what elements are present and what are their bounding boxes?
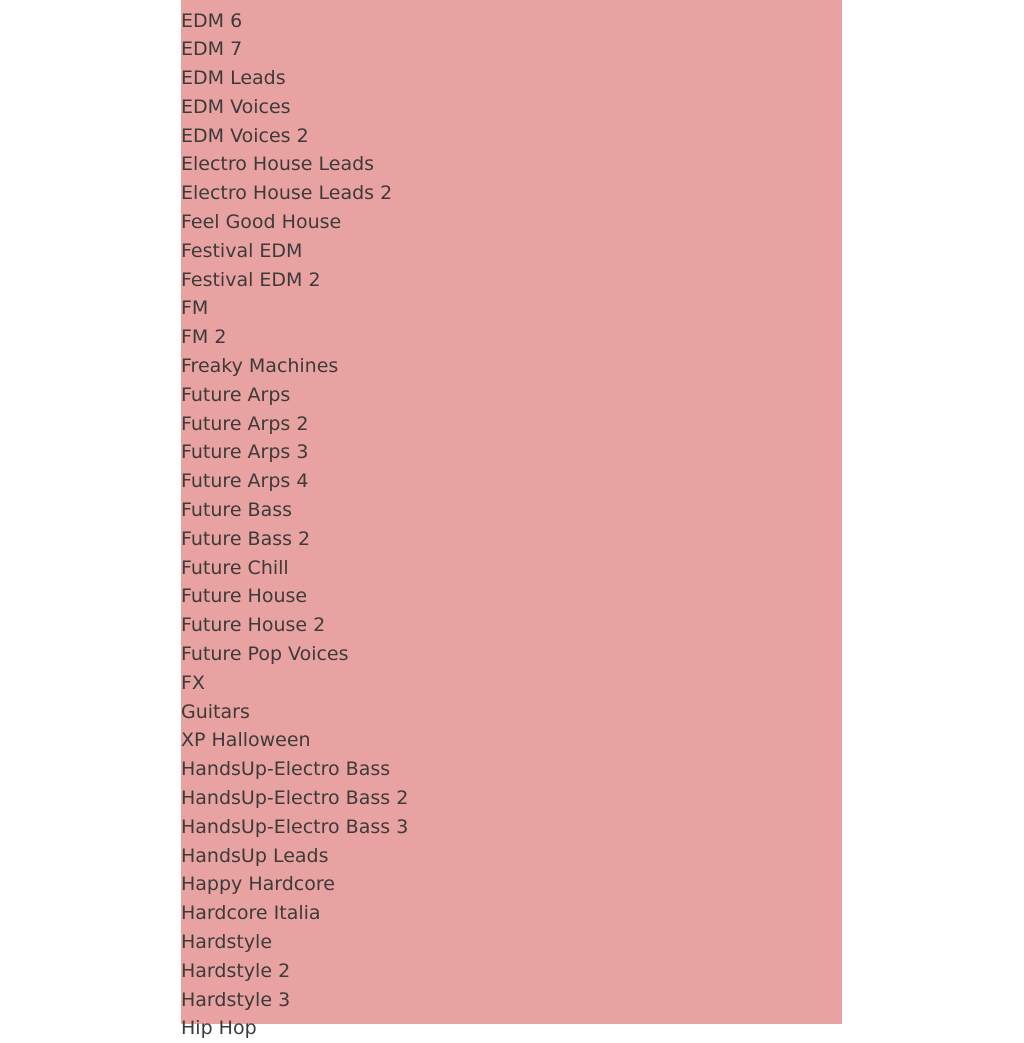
preset-list-item[interactable]: Future House 2	[181, 611, 408, 640]
preset-list-item[interactable]: Hardcore Italia	[181, 899, 408, 928]
preset-list-item[interactable]: Festival EDM	[181, 237, 408, 266]
preset-list-item[interactable]: Guitars	[181, 698, 408, 727]
preset-list-item[interactable]: Freaky Machines	[181, 352, 408, 381]
preset-list-item[interactable]: FM 2	[181, 323, 408, 352]
preset-list-item[interactable]: HandsUp-Electro Bass	[181, 755, 408, 784]
preset-list-item[interactable]: EDM Voices 2	[181, 122, 408, 151]
preset-list-item[interactable]: Future Arps 4	[181, 467, 408, 496]
preset-list-item[interactable]: Future Bass 2	[181, 525, 408, 554]
preset-list-item[interactable]: EDM 6	[181, 7, 408, 36]
preset-list-item[interactable]: EDM Leads	[181, 64, 408, 93]
preset-list-item[interactable]: HandsUp-Electro Bass 3	[181, 813, 408, 842]
preset-list-item[interactable]: FM	[181, 294, 408, 323]
preset-list-item[interactable]: Happy Hardcore	[181, 870, 408, 899]
preset-list-item[interactable]: Electro House Leads 2	[181, 179, 408, 208]
preset-list-item[interactable]: Future Arps 3	[181, 438, 408, 467]
preset-list-item[interactable]: Future House	[181, 582, 408, 611]
preset-list-item[interactable]: HandsUp Leads	[181, 842, 408, 871]
preset-list	[181, 7, 408, 1043]
preset-list-item[interactable]: HandsUp-Electro Bass 2	[181, 784, 408, 813]
preset-list-item[interactable]: Future Arps 2	[181, 410, 408, 439]
preset-list-panel	[181, 0, 842, 1024]
preset-list-item[interactable]: Hardstyle	[181, 928, 408, 957]
preset-list-item[interactable]: Festival EDM 2	[181, 266, 408, 295]
preset-list-item[interactable]: FX	[181, 669, 408, 698]
preset-list-item[interactable]: Future Chill	[181, 554, 408, 583]
preset-list-item[interactable]: Future Arps	[181, 381, 408, 410]
preset-list-item[interactable]: Future Bass	[181, 496, 408, 525]
preset-list-item[interactable]: Hardstyle 3	[181, 986, 408, 1015]
preset-list-item[interactable]: XP Halloween	[181, 726, 408, 755]
preset-list-item[interactable]: Hardstyle 2	[181, 957, 408, 986]
preset-list-item[interactable]: Feel Good House	[181, 208, 408, 237]
preset-list-item[interactable]: EDM 7	[181, 35, 408, 64]
preset-list-item[interactable]: EDM Voices	[181, 93, 408, 122]
preset-list-item[interactable]: Hip Hop	[181, 1014, 408, 1043]
preset-list-item[interactable]: Electro House Leads	[181, 150, 408, 179]
preset-list-item[interactable]: Future Pop Voices	[181, 640, 408, 669]
